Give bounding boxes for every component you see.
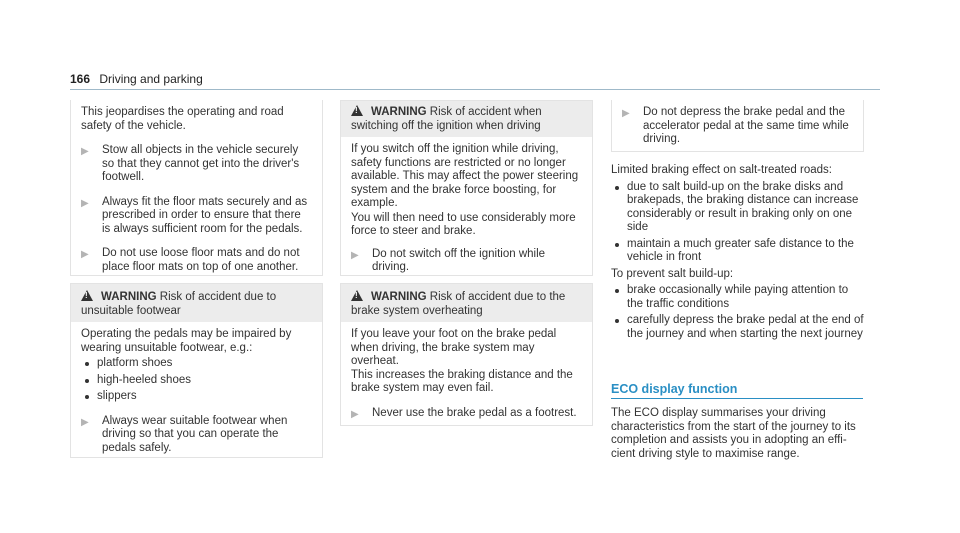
step-text: Do not depress the brake pedal and the accelerator pedal at the same time while driving. <box>643 106 849 145</box>
page-header <box>70 72 203 86</box>
step-arrow-icon: ▶ <box>81 146 89 157</box>
eco-section-rule <box>611 398 863 399</box>
salt-section <box>611 164 867 341</box>
step-arrow-icon: ▶ <box>351 249 359 261</box>
warning-title: Risk of accident due to unsuitable footwear <box>81 291 277 317</box>
warning-header <box>341 101 592 137</box>
footwear-list <box>81 357 312 404</box>
step-arrow-icon: ▶ <box>81 249 89 260</box>
warning-ignition-box <box>340 100 593 276</box>
step-text: Always wear suitable footwear when driving so that you can operate the pedals safely. <box>102 414 288 454</box>
step-text: Never use the brake pedal as a footrest. <box>372 406 577 419</box>
instruction-step <box>81 144 312 185</box>
warning-label: WARNING <box>371 106 427 118</box>
step-text: Stow all objects in the vehicle securely so that they cannot get into the driver's footwell. <box>102 144 300 183</box>
step-text: Always fit the floor mats securely and as prescribed in order to ensure that there is always sufficient room for the pedals. <box>102 195 308 235</box>
warning-text: If you leave your foot on the brake pedal when driving, the brake system may overheat. <box>351 328 557 367</box>
warning-title: Risk of accident due to the brake system overheating <box>351 291 566 317</box>
warning-triangle-icon <box>351 105 363 116</box>
list-item: brake occasionally while paying attention to the traffic conditions <box>611 284 867 311</box>
list-item: maintain a much greater safe distance to the vehicle in front <box>611 238 867 265</box>
list-item: platform shoes <box>81 357 312 371</box>
warning-header <box>341 284 592 322</box>
step-arrow-icon: ▶ <box>351 408 359 420</box>
list-item: due to salt build-up on the brake disks and brakepads, the braking distance can increase considerably or result in braking only on one side <box>611 181 867 235</box>
instruction-step <box>81 415 312 456</box>
list-item: carefully depress the brake pedal at the end of the journey and when starting the next journey <box>611 314 867 341</box>
warning-triangle-icon <box>351 290 363 301</box>
warning-footwear-box <box>70 283 323 458</box>
eco-body: The ECO display summarises your driving characteristics from the start of the journey to its completion and assists you in adopting an efficient driving style to maximise range. <box>611 407 856 460</box>
warning-text: This increases the braking distance and the brake system may even fail. <box>351 368 573 394</box>
floor-mats-box <box>70 100 323 276</box>
step-arrow-icon: ▶ <box>81 416 89 428</box>
prevent-intro: To prevent salt build-up: <box>611 267 734 280</box>
instruction-step <box>351 407 582 421</box>
warning-label: WARNING <box>371 291 427 303</box>
step-arrow-icon: ▶ <box>622 108 630 119</box>
warning-brake-overheat-box <box>340 283 593 426</box>
instruction-step <box>81 247 312 274</box>
list-item: high-heeled shoes <box>81 374 312 388</box>
page-number: 166 <box>70 72 91 86</box>
warning-body <box>341 137 592 283</box>
salt-list <box>611 181 867 265</box>
warning-text: Operating the pedals may be impaired by wearing unsuitable footwear, e.g.: <box>81 328 292 354</box>
instruction-step <box>81 196 312 237</box>
salt-intro: Limited braking effect on salt-treated roads: <box>611 164 832 176</box>
instruction-step <box>351 248 582 275</box>
warning-body <box>341 322 592 428</box>
warning-text: You will then need to use considerably more force to steer and brake. <box>351 211 576 237</box>
header-rule <box>70 89 880 90</box>
warning-triangle-icon <box>81 290 93 301</box>
warning-body <box>71 322 322 463</box>
pedal-instruction-box <box>611 100 864 152</box>
intro-text: This jeopardises the operating and road safety of the vehicle. <box>81 106 284 132</box>
instruction-step <box>622 106 853 147</box>
warning-text: If you switch off the ignition while driving, safety functions are restricted or no longer available. This may affect the power steering system and the brake force boosting, for example. <box>351 143 579 209</box>
list-item: slippers <box>81 390 312 404</box>
warning-title: Risk of accident when switching off the ignition when driving <box>351 106 542 132</box>
section-title: Driving and parking <box>99 72 203 86</box>
warning-header <box>71 284 322 322</box>
warning-label: WARNING <box>101 291 157 303</box>
step-text: Do not use loose floor mats and do not place floor mats on top of one another. <box>102 247 300 273</box>
step-text: Do not switch off the ignition while driving. <box>372 247 546 273</box>
step-arrow-icon: ▶ <box>81 197 89 209</box>
prevent-list <box>611 284 867 341</box>
eco-section-title: ECO display function <box>611 382 738 396</box>
